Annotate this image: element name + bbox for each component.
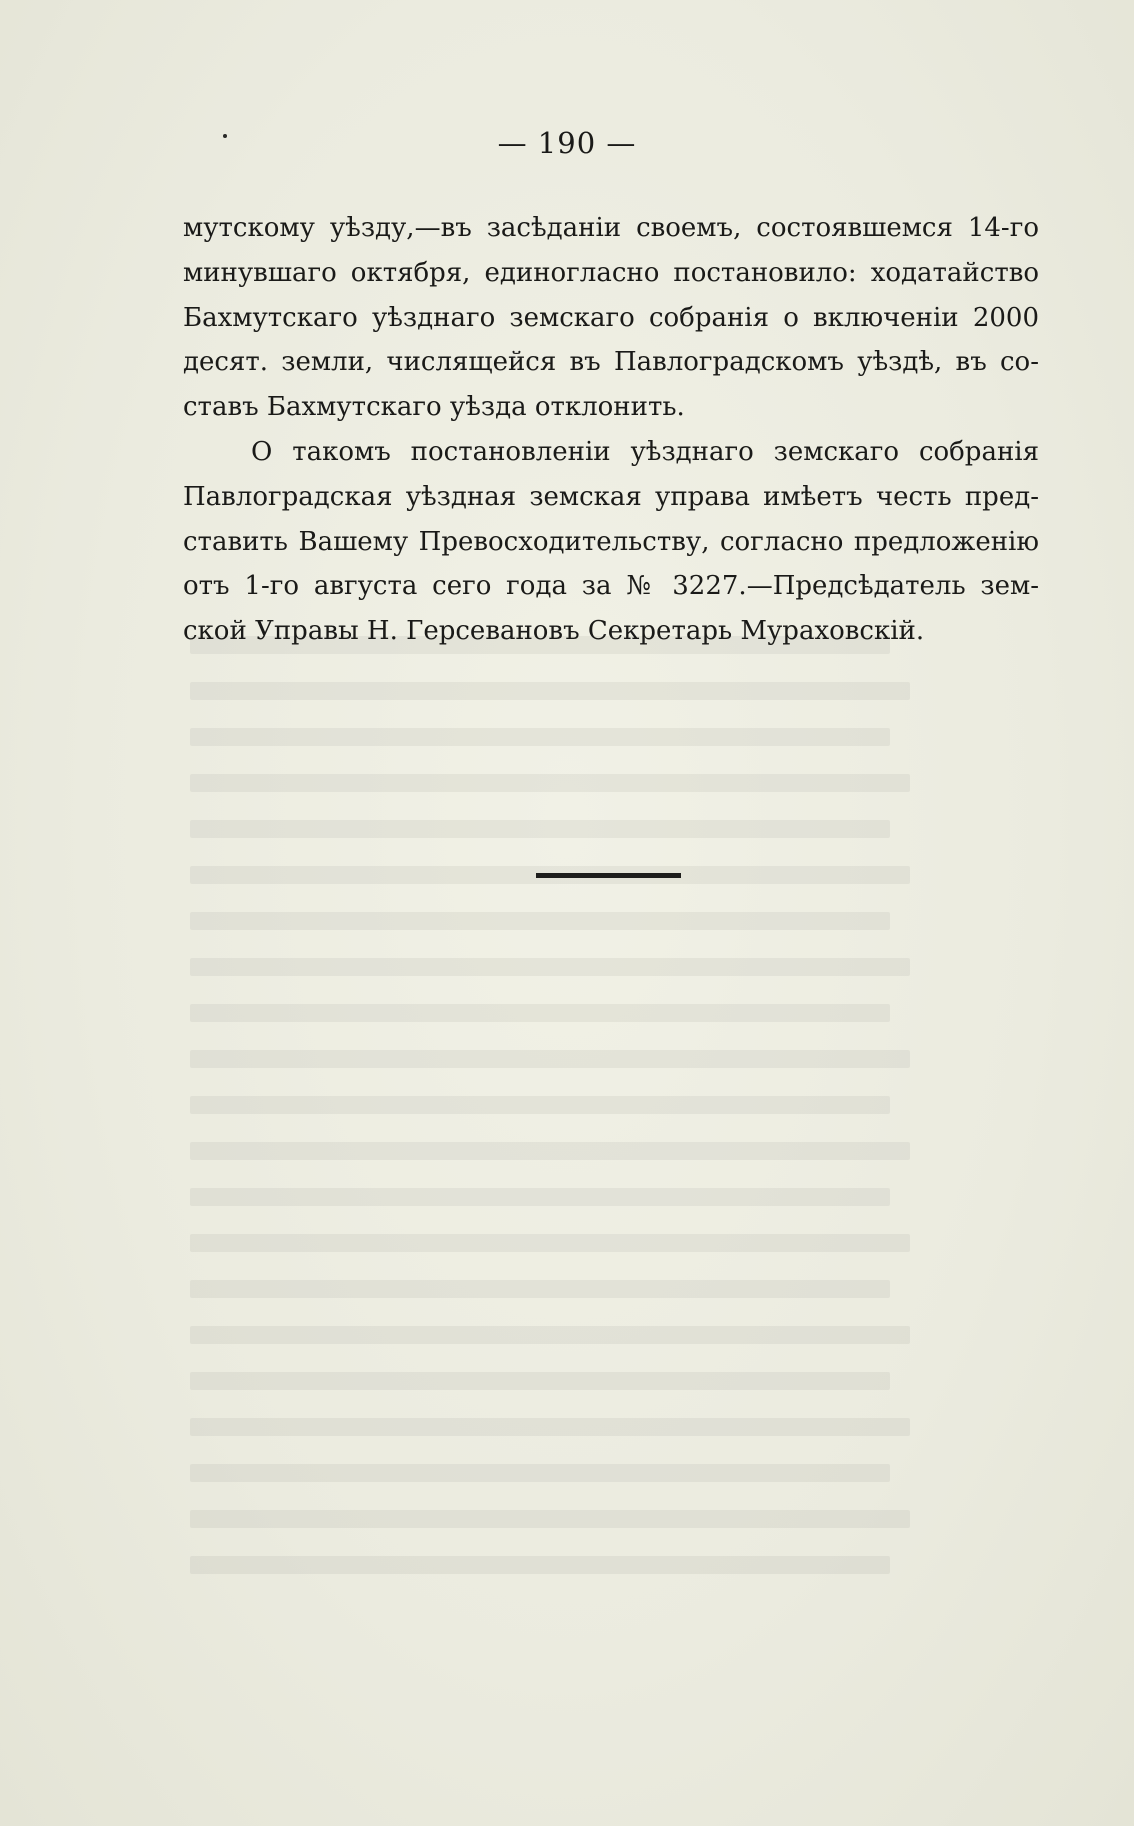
text-line: минувшаго октября, единогласно постановило: ходатайство [183,257,1039,288]
text-line: десят. земли, числящейся въ Павлоградскомъ уѣздѣ, въ со- [183,347,1039,378]
body-text [183,206,1039,654]
text-line: Бахмутскаго уѣзднаго земскаго собранія о включеніи 2000 [183,302,1039,333]
text-line: отъ 1-го августа сего года за № 3227.—Предсѣдатель зем- [183,571,1039,602]
text-line: Павлоградская уѣздная земская управа имѣетъ честь пред- [183,481,1039,512]
text-line: ставить Вашему Превосходительству, согласно предложенію [183,526,1039,557]
text-line: О такомъ постановленіи уѣзднаго земскаго собранія [251,436,1039,467]
text-line: ставъ Бахмутскаго уѣзда отклонить. [183,392,685,423]
page-number: — 190 — [497,126,637,160]
text-line: ской Управы Н. Герсевановъ Секретарь Мураховскій. [183,616,925,647]
text-line: мутскому уѣзду,—въ засѣданіи своемъ, состоявшемся 14-го [183,213,1039,243]
closing-rule [536,873,681,878]
